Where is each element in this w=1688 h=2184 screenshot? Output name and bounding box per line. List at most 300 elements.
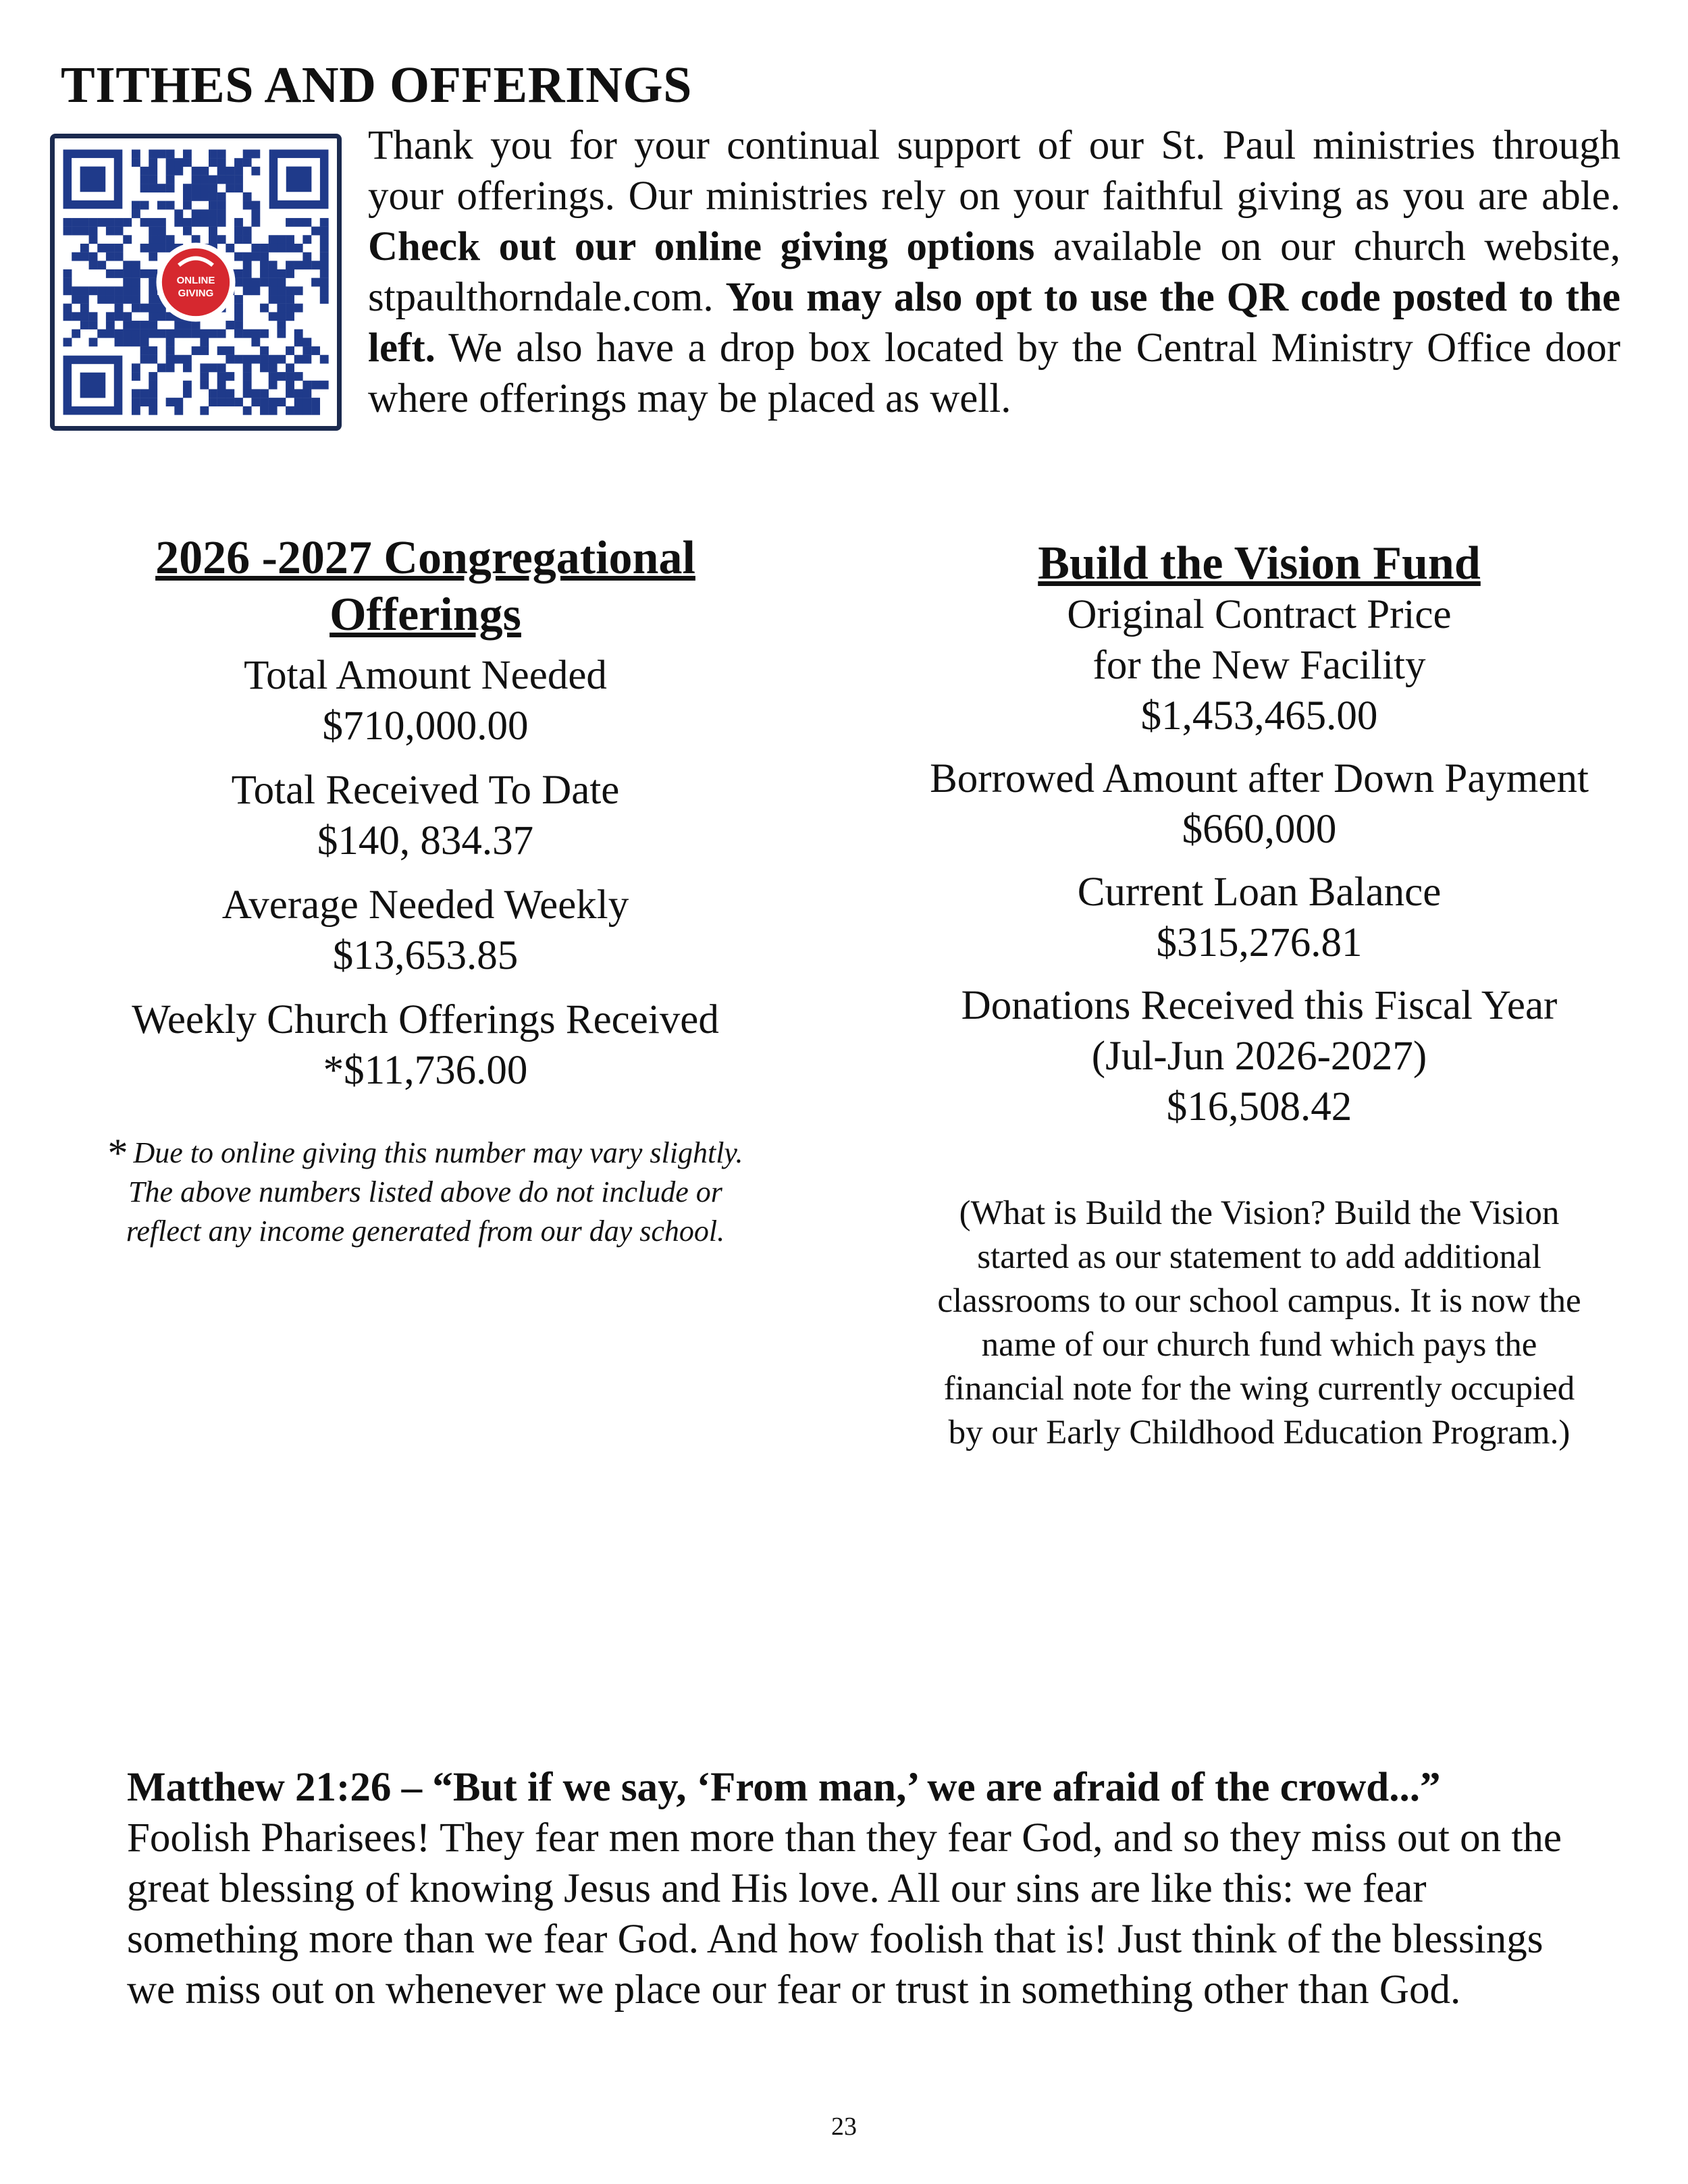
qr-module: [149, 346, 157, 355]
qr-module: [226, 389, 234, 398]
qr-module: [217, 363, 226, 372]
qr-module: [320, 252, 329, 261]
qr-module: [243, 381, 252, 390]
qr-module: [192, 209, 201, 218]
qr-module: [251, 278, 260, 287]
qr-module: [294, 218, 303, 227]
qr-module: [132, 321, 140, 329]
stat-label: Borrowed Amount after Down Payment: [930, 756, 1589, 801]
page-number: 23: [831, 2112, 857, 2141]
qr-module: [183, 184, 192, 192]
qr-module: [132, 363, 140, 372]
qr-module: [200, 209, 209, 218]
qr-module: [311, 278, 320, 287]
qr-module: [115, 312, 124, 321]
qr-module: [302, 252, 311, 261]
qr-module: [166, 398, 175, 406]
qr-module: [157, 218, 166, 227]
qr-module: [260, 389, 269, 398]
qr-module: [286, 269, 294, 278]
qr-module: [243, 406, 252, 415]
qr-module: [174, 218, 183, 227]
devotion-text: Foolish Pharisees! They fear men more than they fear God, and so they miss out on the great blessing of knowing Jesus and His love. All our sins are like this: we fear something more than we fear God. And how foolish that is! Just think of the blessings we miss out on whenever we place our fear or trust in something other than God.: [127, 1815, 1562, 2013]
qr-module: [217, 201, 226, 210]
qr-module: [209, 329, 217, 338]
qr-module: [217, 381, 226, 390]
qr-module: [149, 158, 157, 167]
qr-module: [217, 158, 226, 167]
footnote-line3: reflect any income generated from our day school.: [126, 1215, 725, 1248]
qr-module: [200, 218, 209, 227]
qr-module: [320, 295, 329, 304]
qr-module: [157, 150, 166, 159]
qr-module: [217, 150, 226, 159]
qr-module: [234, 252, 243, 261]
qr-module: [149, 278, 157, 287]
qr-module: [260, 398, 269, 406]
qr-module: [269, 355, 278, 364]
qr-module: [243, 261, 252, 269]
qr-module: [217, 389, 226, 398]
qr-module: [217, 218, 226, 227]
qr-module: [286, 372, 294, 381]
qr-module: [320, 269, 329, 278]
qr-module: [243, 201, 252, 210]
qr-module: [217, 235, 226, 244]
qr-module: [294, 372, 303, 381]
explanation-line: by our Early Childhood Education Program.): [948, 1414, 1571, 1451]
stat-value: $315,276.81: [1156, 920, 1363, 965]
qr-module: [226, 398, 234, 406]
stat-label: Total Amount Needed: [244, 653, 607, 698]
qr-module: [183, 227, 192, 236]
qr-module: [97, 244, 106, 252]
qr-module: [140, 389, 149, 398]
qr-module: [115, 304, 124, 313]
qr-module: [269, 269, 278, 278]
qr-module: [63, 278, 72, 287]
qr-module: [234, 167, 243, 176]
qr-module: [269, 286, 278, 295]
stat-label: Weekly Church Offerings Received: [132, 997, 719, 1042]
qr-module: [80, 218, 89, 227]
qr-module: [89, 261, 98, 269]
qr-module: [166, 150, 175, 159]
qr-module: [234, 235, 243, 244]
qr-module: [286, 363, 294, 372]
qr-module: [183, 389, 192, 398]
qr-module: [72, 286, 80, 295]
qr-module: [260, 355, 269, 364]
qr-module: [260, 261, 269, 269]
qr-module: [269, 235, 278, 244]
intro-paragraph: [368, 120, 1620, 424]
stat-value: $710,000.00: [322, 703, 529, 749]
qr-module: [183, 329, 192, 338]
qr-module: [294, 406, 303, 415]
qr-module: [294, 329, 303, 338]
qr-module: [260, 304, 269, 313]
qr-module: [149, 389, 157, 398]
qr-module: [209, 192, 217, 201]
qr-module: [72, 295, 80, 304]
qr-module: [311, 346, 320, 355]
qr-module: [209, 389, 217, 398]
qr-module: [166, 355, 175, 364]
qr-module: [277, 235, 286, 244]
qr-module: [89, 286, 98, 295]
qr-module: [209, 218, 217, 227]
qr-module: [302, 338, 311, 346]
intro-bold-qr-note: You may also opt to use the QR code posted to the left.: [368, 275, 1620, 371]
qr-module: [149, 235, 157, 244]
qr-module: [286, 389, 294, 398]
qr-module: [157, 312, 166, 321]
qr-module: [72, 329, 80, 338]
qr-module: [217, 372, 226, 381]
qr-module: [123, 321, 132, 329]
qr-module: [97, 286, 106, 295]
qr-module: [269, 398, 278, 406]
qr-module: [226, 346, 234, 355]
qr-module: [209, 209, 217, 218]
qr-module: [72, 218, 80, 227]
qr-finder-top-left: [63, 150, 123, 209]
qr-module: [269, 244, 278, 252]
qr-module: [140, 398, 149, 406]
qr-module: [149, 286, 157, 295]
qr-module: [311, 261, 320, 269]
qr-module: [106, 286, 115, 295]
qr-module: [89, 321, 98, 329]
intro-text-3: We also have a drop box located by the Central Ministry Office door where offerings may be placed as well.: [368, 325, 1620, 421]
qr-module: [123, 338, 132, 346]
qr-module: [260, 244, 269, 252]
qr-module: [251, 201, 260, 210]
qr-module: [243, 355, 252, 364]
qr-module: [97, 218, 106, 227]
online-giving-qr-code[interactable]: [50, 134, 342, 431]
qr-module: [115, 295, 124, 304]
qr-module: [294, 338, 303, 346]
qr-module: [72, 227, 80, 236]
qr-module: [63, 218, 72, 227]
qr-module: [311, 398, 320, 406]
qr-module: [106, 227, 115, 236]
qr-module: [123, 312, 132, 321]
qr-module: [174, 167, 183, 176]
offerings-footnote: [68, 1131, 783, 1251]
qr-module: [260, 269, 269, 278]
qr-module: [294, 286, 303, 295]
qr-module: [80, 286, 89, 295]
build-the-vision-section: [878, 538, 1641, 1455]
qr-module: [209, 176, 217, 184]
qr-module: [149, 218, 157, 227]
qr-module: [183, 381, 192, 390]
qr-module: [140, 321, 149, 329]
qr-module: [132, 286, 140, 295]
qr-module: [286, 286, 294, 295]
qr-module: [320, 381, 329, 390]
qr-module: [302, 381, 311, 390]
qr-module: [260, 406, 269, 415]
stat-current-loan-balance: [878, 867, 1641, 968]
qr-module: [140, 167, 149, 176]
qr-module: [106, 321, 115, 329]
qr-module: [243, 227, 252, 236]
qr-module: [226, 167, 234, 176]
qr-module: [89, 227, 98, 236]
qr-module: [174, 329, 183, 338]
qr-module: [149, 355, 157, 364]
qr-module: [234, 278, 243, 287]
qr-module: [302, 398, 311, 406]
qr-module: [106, 269, 115, 278]
qr-module: [192, 192, 201, 201]
qr-module: [251, 389, 260, 398]
qr-module: [243, 235, 252, 244]
qr-module: [302, 355, 311, 364]
qr-module: [115, 338, 124, 346]
qr-module: [277, 286, 286, 295]
offerings-heading-line2: Offerings: [329, 589, 521, 641]
qr-module: [251, 167, 260, 176]
qr-module: [302, 235, 311, 244]
qr-module: [132, 304, 140, 313]
qr-module: [200, 184, 209, 192]
qr-module: [294, 304, 303, 313]
qr-module: [217, 398, 226, 406]
qr-module: [115, 244, 124, 252]
qr-module: [63, 304, 72, 313]
badge-line2: GIVING: [178, 287, 214, 299]
badge-line1: ONLINE: [176, 275, 215, 287]
qr-module: [174, 406, 183, 415]
qr-module: [192, 321, 201, 329]
qr-module: [149, 398, 157, 406]
qr-module: [226, 321, 234, 329]
qr-module: [234, 304, 243, 313]
qr-module: [302, 406, 311, 415]
qr-module: [320, 235, 329, 244]
qr-module: [166, 338, 175, 346]
qr-module: [140, 218, 149, 227]
stat-original-contract-price: [878, 589, 1641, 741]
qr-module: [234, 227, 243, 236]
qr-module: [140, 244, 149, 252]
qr-module: [174, 209, 183, 218]
qr-module: [243, 158, 252, 167]
qr-module: [80, 227, 89, 236]
qr-module: [97, 295, 106, 304]
stat-label-cont: for the New Facility: [1092, 643, 1426, 688]
qr-module: [320, 218, 329, 227]
qr-module: [286, 261, 294, 269]
qr-module: [294, 355, 303, 364]
qr-module: [243, 278, 252, 287]
qr-module: [200, 329, 209, 338]
explanation-line: financial note for the wing currently occupied: [943, 1370, 1575, 1408]
qr-module: [157, 227, 166, 236]
qr-module: [157, 329, 166, 338]
qr-module: [260, 363, 269, 372]
explanation-line: (What is Build the Vision? Build the Vision: [959, 1194, 1560, 1232]
qr-module: [157, 244, 166, 252]
qr-module: [277, 329, 286, 338]
qr-module: [140, 201, 149, 210]
qr-module: [269, 363, 278, 372]
qr-module: [200, 372, 209, 381]
qr-module: [149, 329, 157, 338]
qr-module: [149, 372, 157, 381]
qr-module: [192, 218, 201, 227]
offerings-heading: [68, 530, 783, 643]
qr-module: [277, 295, 286, 304]
qr-module: [320, 286, 329, 295]
qr-module: [200, 176, 209, 184]
qr-module: [277, 321, 286, 329]
qr-module: [217, 167, 226, 176]
qr-module: [123, 235, 132, 244]
qr-module: [243, 286, 252, 295]
qr-module: [217, 209, 226, 218]
qr-module: [234, 321, 243, 329]
qr-module: [260, 346, 269, 355]
qr-module: [183, 201, 192, 210]
qr-module: [123, 295, 132, 304]
qr-module: [132, 158, 140, 167]
qr-module: [115, 286, 124, 295]
qr-module: [132, 201, 140, 210]
page-title: TITHES AND OFFERINGS: [61, 57, 692, 113]
qr-module: [269, 261, 278, 269]
qr-module: [209, 227, 217, 236]
stat-label: Current Loan Balance: [1077, 870, 1442, 915]
qr-module: [115, 218, 124, 227]
qr-module: [115, 227, 124, 236]
qr-module: [149, 269, 157, 278]
qr-module: [149, 227, 157, 236]
qr-module: [140, 355, 149, 364]
qr-module: [149, 381, 157, 390]
qr-module: [277, 312, 286, 321]
qr-module: [286, 381, 294, 390]
intro-text-2: available on our church website, stpaulthorndale.com.: [368, 224, 1620, 320]
qr-finder-top-right: [269, 150, 329, 209]
qr-module: [80, 312, 89, 321]
explanation-line: name of our church fund which pays the: [981, 1326, 1537, 1364]
qr-module: [302, 261, 311, 269]
qr-module: [192, 329, 201, 338]
qr-module: [149, 304, 157, 313]
qr-module: [234, 398, 243, 406]
qr-module: [217, 346, 226, 355]
qr-module: [166, 346, 175, 355]
explanation-line: classrooms to our school campus. It is now the: [937, 1282, 1581, 1320]
qr-module: [226, 184, 234, 192]
qr-module: [149, 244, 157, 252]
stat-average-needed-weekly: [68, 880, 783, 981]
stat-value: $16,508.42: [1166, 1084, 1352, 1129]
qr-module: [132, 389, 140, 398]
qr-module: [302, 389, 311, 398]
qr-module: [149, 295, 157, 304]
qr-module: [106, 329, 115, 338]
qr-module: [132, 372, 140, 381]
qr-module: [277, 304, 286, 313]
qr-module: [251, 338, 260, 346]
qr-module: [89, 252, 98, 261]
qr-module: [217, 192, 226, 201]
qr-module: [106, 312, 115, 321]
online-giving-badge: [156, 242, 235, 321]
qr-module: [149, 312, 157, 321]
qr-module: [123, 329, 132, 338]
qr-module: [243, 329, 252, 338]
qr-module: [251, 286, 260, 295]
stat-borrowed-amount: [878, 753, 1641, 855]
qr-module: [234, 218, 243, 227]
qr-module: [277, 244, 286, 252]
qr-module: [209, 158, 217, 167]
qr-module: [140, 184, 149, 192]
stat-label: Total Received To Date: [231, 768, 620, 813]
vision-explanation: [878, 1192, 1641, 1455]
qr-module: [320, 227, 329, 236]
qr-module: [234, 295, 243, 304]
qr-module: [123, 218, 132, 227]
qr-module: [286, 244, 294, 252]
qr-module: [243, 389, 252, 398]
qr-finder-bottom-left: [63, 356, 123, 415]
devotion-verse: Matthew 21:26 – “But if we say, ‘From man,’ we are afraid of the crowd...”: [127, 1765, 1441, 1810]
qr-module: [132, 278, 140, 287]
qr-module: [149, 184, 157, 192]
qr-module: [149, 150, 157, 159]
qr-module: [269, 312, 278, 321]
qr-module: [209, 201, 217, 210]
qr-module: [286, 235, 294, 244]
qr-module: [320, 355, 329, 364]
qr-module: [132, 209, 140, 218]
qr-module: [277, 398, 286, 406]
qr-module: [97, 261, 106, 269]
qr-module: [226, 176, 234, 184]
qr-module: [200, 167, 209, 176]
qr-module: [192, 235, 201, 244]
qr-module: [286, 312, 294, 321]
qr-module: [166, 158, 175, 167]
qr-module: [132, 329, 140, 338]
vision-heading: Build the Vision Fund: [1038, 537, 1481, 589]
explanation-line: started as our statement to add additional: [977, 1238, 1541, 1276]
qr-module: [277, 372, 286, 381]
qr-module: [157, 201, 166, 210]
stat-weekly-offerings-received: [68, 994, 783, 1096]
qr-module: [166, 167, 175, 176]
qr-module: [106, 244, 115, 252]
qr-module: [63, 286, 72, 295]
qr-module: [269, 278, 278, 287]
qr-module: [234, 269, 243, 278]
qr-module: [123, 261, 132, 269]
qr-module: [234, 158, 243, 167]
qr-module: [123, 278, 132, 287]
qr-module: [166, 235, 175, 244]
qr-module: [166, 329, 175, 338]
qr-module: [286, 346, 294, 355]
